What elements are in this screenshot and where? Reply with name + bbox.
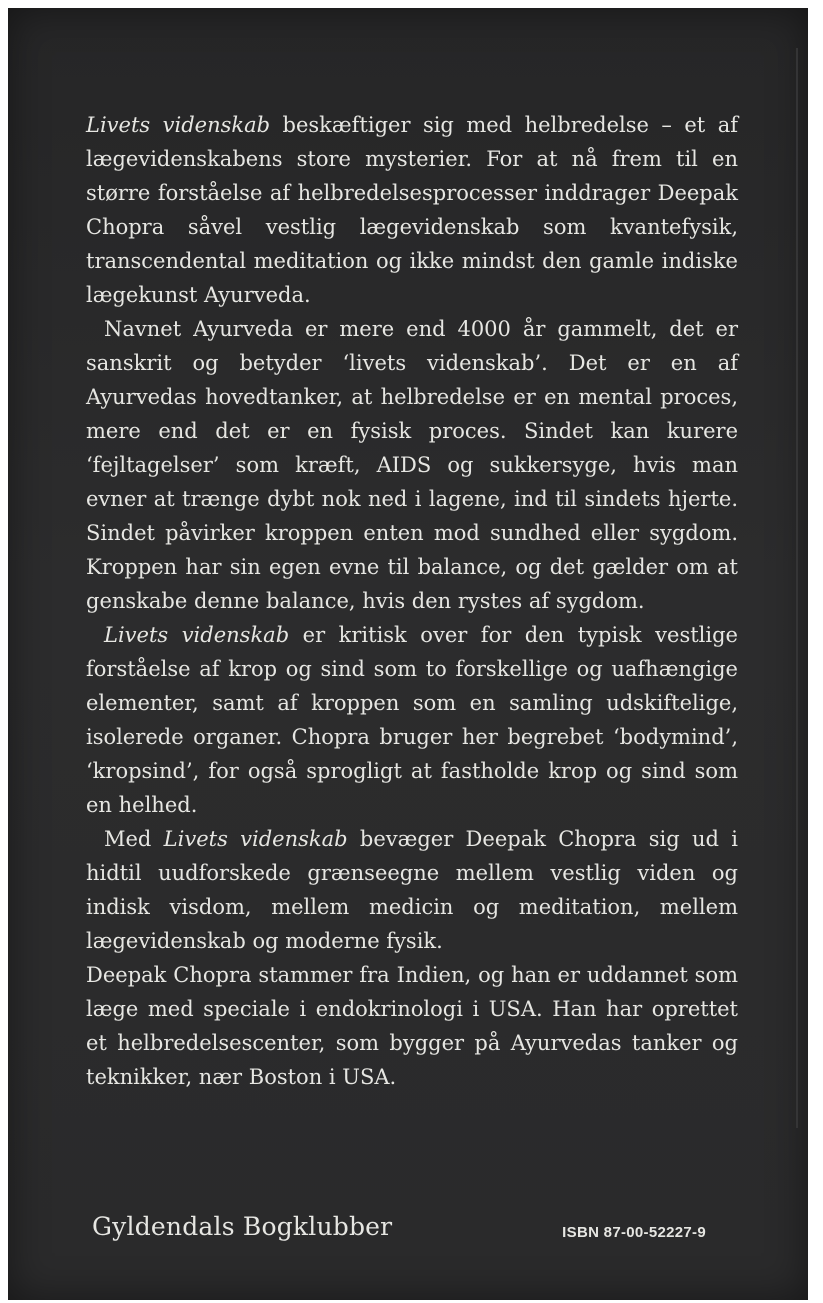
book-title-italic: Livets videnskab (163, 827, 348, 851)
book-title-italic: Livets videnskab (104, 623, 290, 647)
blurb-paragraph-1 (86, 108, 738, 312)
blurb-paragraph-3-text: er kritisk over for den typisk vestlige forståelse af krop og sind som to forskellige og uafhængige elementer, samt af kroppen som en samling udskiftelige, isolerede organer. Chopra bruger her begrebet ‘bodymind’, ‘kropsind’, for også sprogligt at fastholde krop og sind som en helhed. (86, 623, 738, 817)
isbn-number: ISBN 87-00-52227-9 (562, 1224, 706, 1241)
book-back-cover (8, 8, 808, 1300)
publisher-name: Gyldendals Bogklubber (92, 1212, 393, 1241)
cover-edge-line (796, 48, 798, 1128)
author-bio: Deepak Chopra stammer fra Indien, og han er uddannet som læge med speciale i endokrinologi i USA. Han har oprettet et helbredelsescenter, som bygger på Ayurvedas tanker og teknikker, nær Boston i USA. (86, 963, 738, 1089)
blurb-paragraph-4 (86, 822, 738, 958)
blurb-paragraph-4-prefix: Med (104, 827, 164, 851)
blurb-paragraph-1-text: beskæftiger sig med helbredelse – et af lægevidenskabens store mysterier. For at nå frem til en større forståelse af helbredelsesprocesser inddrager Deepak Chopra såvel vestlig lægevidenskab som kvantefysik, transcendental meditation og ikke mindst den gamle indiske lægekunst Ayurveda. (86, 113, 738, 307)
book-title-italic: Livets videnskab (86, 113, 271, 137)
blurb-text (86, 108, 738, 958)
blurb-paragraph-2: Navnet Ayurveda er mere end 4000 år gammelt, det er sanskrit og betyder ‘livets videnskab’. Det er en af Ayurvedas hovedtanker, at helbredelse er en mental proces, mere end det er en fysisk proces. Sindet kan kurere ‘fejltagelser’ som kræft, AIDS og sukkersyge, hvis man evner at trænge dybt nok ned i lagene, ind til sindets hjerte. Sindet påvirker kroppen enten mod sundhed eller sygdom. Kroppen har sin egen evne til balance, og det gælder om at genskabe denne balance, hvis den rystes af sygdom. (86, 317, 738, 613)
blurb-paragraph-4-text: bevæger Deepak Chopra sig ud i hidtil uudforskede grænseegne mellem vestlig viden og indisk visdom, mellem medicin og meditation, mellem lægevidenskab og moderne fysik. (86, 827, 738, 953)
blurb-paragraph-3 (86, 618, 738, 822)
